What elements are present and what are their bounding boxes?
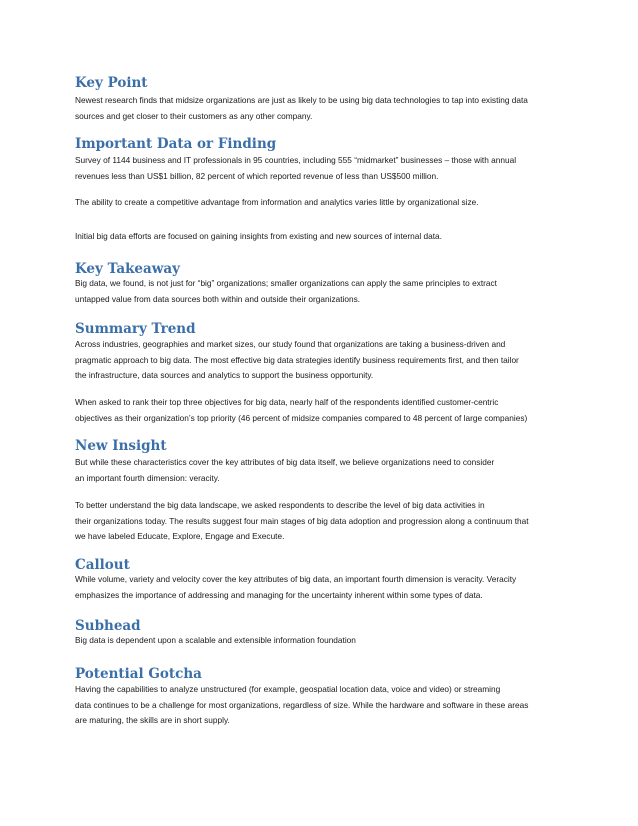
- text-line: untapped value from data sources both within and outside their organizations.: [75, 293, 361, 304]
- text-line: Big data, we found, is not just for “big” organizations; smaller organizations can apply the same principles to extract: [75, 278, 497, 288]
- text-line: Initial big data efforts are focused on gaining insights from existing and new sources of internal data.: [75, 231, 442, 241]
- paragraph-summary-trend-2: [75, 395, 565, 426]
- text-line: the infrastructure, data sources and analytics to support the business opportunity.: [75, 370, 374, 380]
- text-line: While volume, variety and velocity cover the key attributes of big data, an important fourth dimension is veracity. Veracity: [75, 574, 517, 584]
- paragraph-important-data-3: [75, 229, 565, 245]
- text-line: Newest research finds that midsize organizations are just as likely to be using big data technologies to tap into existing data: [75, 95, 528, 105]
- text-line: their organizations today. The results suggest four main stages of big data adoption and progression along a continuum that: [75, 515, 529, 526]
- text-line: pragmatic approach to big data. The most effective big data strategies identify business requirements first, and then tailor: [75, 354, 519, 365]
- text-line: we have labeled Educate, Explore, Engage and Execute.: [75, 531, 285, 541]
- text-line: an important fourth dimension: veracity.: [75, 472, 220, 483]
- paragraph-summary-trend-1: [75, 337, 565, 384]
- text-line: are maturing, the skills are in short supply.: [75, 715, 230, 725]
- section-heading-important-data: Important Data or Finding: [75, 136, 277, 152]
- section-heading-potential-gotcha: Potential Gotcha: [75, 666, 202, 682]
- paragraph-potential-gotcha: [75, 682, 565, 729]
- section-heading-new-insight: New Insight: [75, 438, 167, 454]
- text-line: objectives as their organization’s top priority (46 percent of midsize companies compared to 48 percent of large companies): [75, 412, 528, 423]
- text-line: emphasizes the importance of addressing and managing for the uncertainty inherent within some types of data.: [75, 589, 483, 600]
- text-line: The ability to create a competitive advantage from information and analytics varies little by organizational size.: [75, 197, 479, 207]
- paragraph-key-takeaway: [75, 276, 565, 307]
- text-line: To better understand the big data landscape, we asked respondents to describe the level of big data activities in: [75, 500, 485, 510]
- paragraph-new-insight-2: [75, 498, 565, 545]
- text-line: data continues to be a challenge for most organizations, regardless of size. While the hardware and software in these areas: [75, 699, 529, 710]
- paragraph-important-data-1: [75, 153, 565, 184]
- section-heading-callout: Callout: [75, 557, 130, 573]
- paragraph-new-insight-1: [75, 455, 565, 486]
- text-line: But while these characteristics cover the key attributes of big data itself, we believe organizations need to consider: [75, 457, 495, 467]
- text-line: Having the capabilities to analyze unstructured (for example, geospatial location data, voice and video) or streaming: [75, 684, 501, 694]
- text-line: When asked to rank their top three objectives for big data, nearly half of the respondents identified customer-centric: [75, 397, 499, 407]
- section-heading-key-takeaway: Key Takeaway: [75, 261, 180, 277]
- section-heading-summary-trend: Summary Trend: [75, 321, 196, 337]
- text-line: revenues less than US$1 billion, 82 percent of which reported revenue of less than US$500 million.: [75, 170, 439, 181]
- text-line: Big data is dependent upon a scalable and extensible information foundation: [75, 635, 356, 645]
- text-line: Survey of 1144 business and IT professionals in 95 countries, including 555 “midmarket” businesses – those with annual: [75, 155, 517, 165]
- paragraph-important-data-2: [75, 195, 565, 211]
- section-heading-subhead: Subhead: [75, 618, 141, 634]
- section-heading-key-point: Key Point: [75, 75, 148, 91]
- text-line: Across industries, geographies and market sizes, our study found that organizations are taking a business-driven and: [75, 339, 506, 349]
- paragraph-callout: [75, 572, 565, 603]
- paragraph-key-point: [75, 93, 565, 124]
- text-line: sources and get closer to their customers as any other company.: [75, 110, 313, 121]
- paragraph-subhead: [75, 633, 565, 649]
